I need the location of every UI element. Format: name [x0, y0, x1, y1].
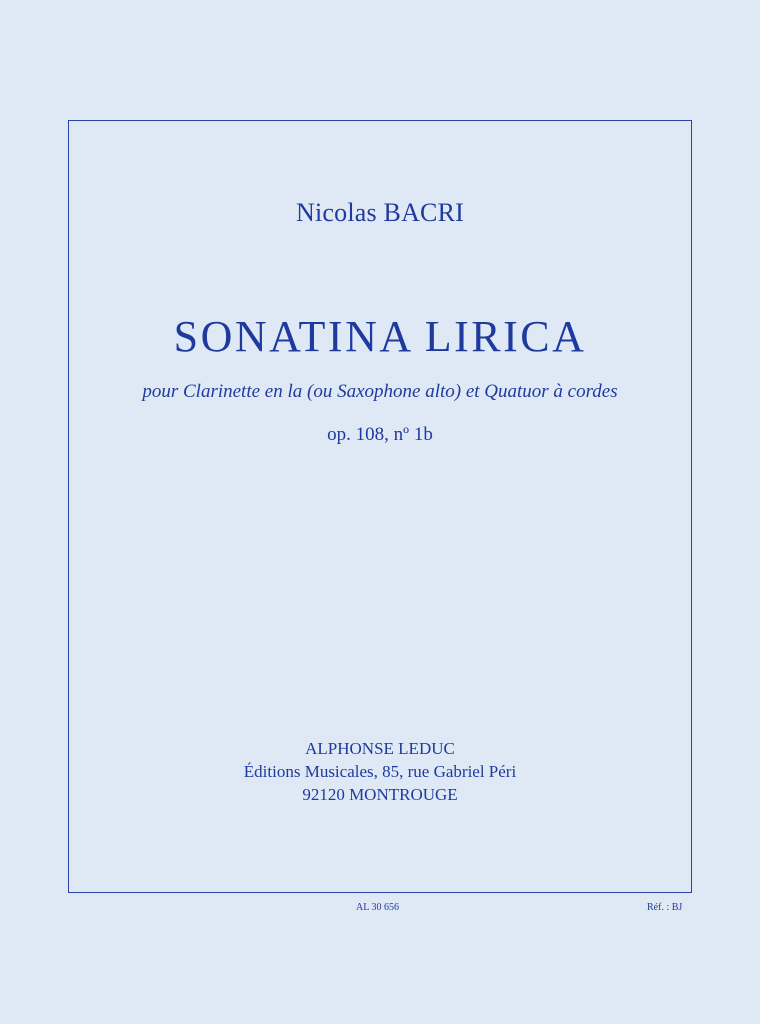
publisher-address: Éditions Musicales, 85, rue Gabriel Péri	[243, 762, 517, 781]
publisher-name: ALPHONSE LEDUC	[305, 739, 455, 758]
publisher-city: 92120 MONTROUGE	[302, 785, 458, 804]
composer-name: Nicolas BACRI	[296, 198, 464, 227]
opus-number: op. 108, nº 1b	[327, 424, 433, 445]
catalog-number: AL 30 656	[356, 902, 399, 913]
work-title: SONATINA LIRICA	[173, 312, 587, 361]
reference-code: Réf. : BJ	[647, 902, 683, 913]
instrumentation-subtitle: pour Clarinette en la (ou Saxophone alto) et Quatuor à cordes	[142, 381, 618, 402]
publisher-block	[0, 737, 760, 806]
